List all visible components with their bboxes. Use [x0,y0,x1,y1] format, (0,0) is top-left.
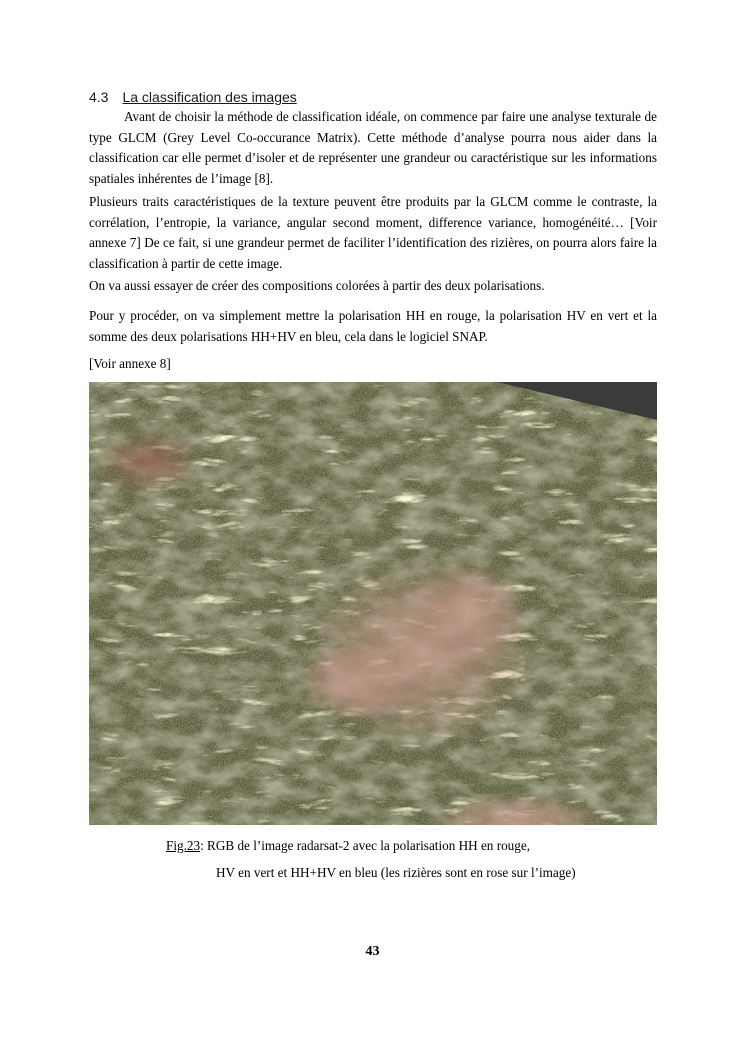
figure-caption-line1 [166,837,530,855]
section-heading [89,88,669,106]
radarsat-rgb-image [89,382,657,825]
paragraph-glcm-intro: Avant de choisir la méthode de classification idéale, on commence par faire une analyse texturale de type GLCM (Grey Level Co-occurance Matrix). Cette méthode d’analyse pourra nous aider dans la classification car elle permet d’isoler et de représenter une grandeur ou caractéristique sur les informations spatiales inhérentes de l’image [8]. [89,109,657,186]
section-number: 4.3 [89,89,109,105]
section-title: La classification des images [122,89,297,105]
paragraph-texture-traits: Plusieurs traits caractéristiques de la texture peuvent être produits par la GLCM comme le contraste, la corrélation, l’entropie, la variance, angular second moment, difference variance, homogénéité… [Voir annexe 7] De ce fait, si une grandeur permet de faciliter l’identification des rizières, on pourra alors faire la classification à partir de cette image. [89,194,657,271]
figure-caption-line2: HV en vert et HH+HV en bleu (les rizières sont en rose sur l’image) [216,865,576,880]
page-number: 43 [365,944,380,959]
paragraph-polarisation-procedure: Pour y procéder, on va simplement mettre la polarisation HH en rouge, la polarisation HV en vert et la somme des deux polarisations HH+HV en bleu, cela dans le logiciel SNAP. [89,308,657,344]
figure-caption-text1: : RGB de l’image radarsat-2 avec la polarisation HH en rouge, [200,838,531,853]
paragraph-annex-reference: [Voir annexe 8] [89,356,171,371]
paragraph-color-compositions: On va aussi essayer de créer des compositions colorées à partir des deux polarisations. [89,278,545,293]
figure-label: Fig.23 [166,838,201,853]
